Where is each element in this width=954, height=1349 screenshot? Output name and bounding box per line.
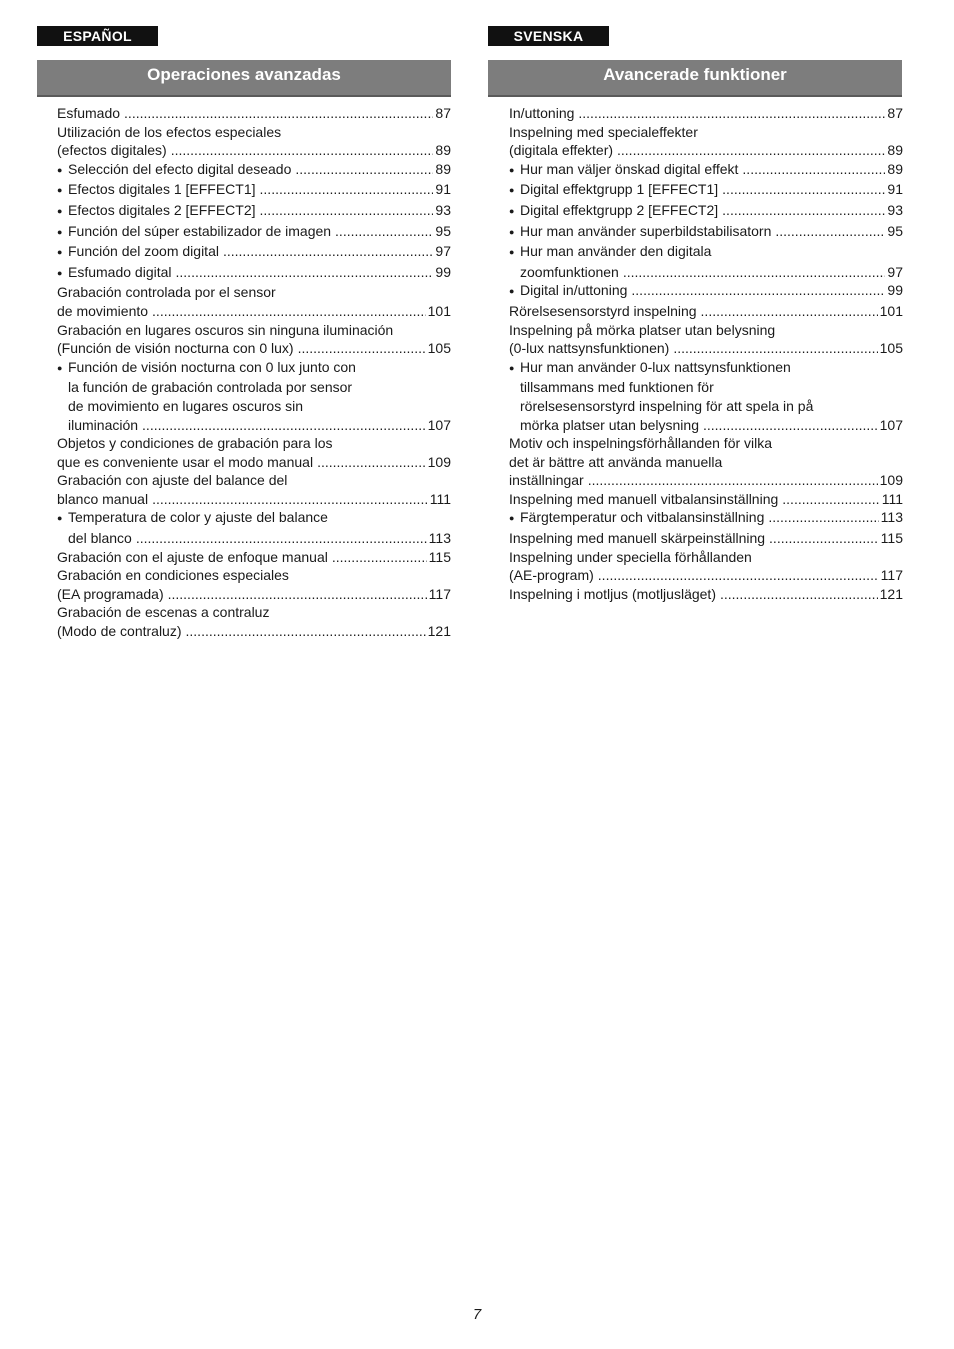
toc-page-number: 121: [427, 623, 451, 640]
toc-entry: [509, 339, 903, 358]
section-title-spanish: Operaciones avanzadas: [37, 60, 451, 97]
toc-entry: [57, 566, 451, 585]
dot-leader: [223, 242, 433, 261]
dot-leader: [260, 180, 434, 199]
toc-entry: [57, 302, 451, 321]
dot-leader: [703, 416, 878, 435]
dot-leader: [142, 416, 426, 435]
toc-entry: [57, 453, 451, 472]
toc-entry: [509, 548, 903, 567]
toc-entry-text: Rörelsesensorstyrd inspelning: [509, 302, 697, 319]
dot-leader: [136, 529, 427, 548]
toc-entry: [509, 180, 903, 201]
language-tag-spanish: ESPAÑOL: [37, 26, 158, 46]
toc-page-number: 113: [428, 530, 451, 547]
dot-leader: [578, 104, 885, 123]
toc-entry: [57, 123, 451, 142]
toc-page-number: 113: [880, 509, 903, 526]
toc-entry-text: ● Digital effektgrupp 1 [EFFECT1]: [520, 181, 719, 198]
toc-entry-text: de movimiento: [57, 302, 149, 319]
toc-entry: [57, 397, 451, 416]
toc-entry-text: (digitala effekter): [509, 142, 614, 159]
toc-entry: [509, 160, 903, 181]
toc-entry-text: ● Hur man använder 0-lux nattsynsfunktionen: [520, 358, 791, 375]
toc-entry: [509, 397, 903, 416]
toc-entry: [509, 242, 903, 263]
toc-page-number: 107: [427, 416, 451, 433]
dot-leader: [168, 585, 427, 604]
toc-entry-text: la función de grabación controlada por sensor: [68, 379, 353, 396]
toc-page-number: 95: [887, 222, 903, 239]
toc-entry: [57, 434, 451, 453]
dot-leader: [124, 104, 433, 123]
dot-leader: [742, 160, 885, 179]
toc-page-number: 105: [879, 340, 903, 357]
toc-page-number: 91: [887, 181, 903, 198]
toc-entry-text: ● Selección del efecto digital deseado: [68, 160, 292, 177]
toc-entry: [57, 508, 451, 529]
toc-entry-text: det är bättre att använda manuella: [509, 453, 723, 470]
toc-entry: [57, 471, 451, 490]
toc-page-number: 117: [880, 567, 903, 584]
dot-leader: [332, 548, 427, 567]
toc-entry: [509, 321, 903, 340]
toc-entry-text: Grabación con ajuste del balance del: [57, 472, 288, 489]
dot-leader: [775, 222, 885, 241]
dot-leader: [623, 263, 886, 282]
dot-leader: [720, 585, 878, 604]
toc-entry-text: ● Efectos digitales 2 [EFFECT2]: [68, 201, 256, 218]
toc-entry: [509, 434, 903, 453]
toc-page-number: 93: [887, 201, 903, 218]
dot-leader: [260, 201, 434, 220]
dot-leader: [317, 453, 426, 472]
toc-entry: [509, 201, 903, 222]
dot-leader: [186, 622, 426, 641]
dot-leader: [617, 141, 885, 160]
toc-entry: [57, 222, 451, 243]
dot-leader: [298, 339, 426, 358]
toc-entry-text: ● Hur man använder den digitala: [520, 243, 712, 260]
toc-entry: [509, 416, 903, 435]
toc-entry-text: (0-lux nattsynsfunktionen): [509, 340, 670, 357]
toc-page-number: 97: [887, 263, 903, 280]
toc-entry-text: ● Función del zoom digital: [68, 243, 219, 260]
page-number: 7: [472, 1306, 482, 1323]
toc-entry-text: (AE-program): [509, 567, 594, 584]
toc-entry-text: rörelsesensorstyrd inspelning för att spela in på: [520, 397, 814, 414]
toc-page-number: 89: [887, 160, 903, 177]
dot-leader: [722, 201, 885, 220]
toc-entry: [509, 358, 903, 379]
toc-entry: [57, 490, 451, 509]
toc-entry-text: Inspelning i motljus (motljusläget): [509, 585, 716, 602]
dot-leader: [768, 508, 878, 527]
toc-entry: [509, 508, 903, 529]
dot-leader: [701, 302, 878, 321]
toc-entry-text: Grabación en lugares oscuros sin ninguna iluminación: [57, 321, 394, 338]
toc-entry: [57, 603, 451, 622]
toc-page-number: 87: [887, 105, 903, 121]
section-title-swedish: Avancerade funktioner: [488, 60, 902, 97]
toc-page-number: 109: [879, 472, 903, 489]
toc-entry-text: de movimiento en lugares oscuros sin: [68, 397, 304, 414]
dot-leader: [722, 180, 885, 199]
toc-page-number: 99: [435, 263, 451, 280]
toc-entry: [57, 358, 451, 379]
dot-leader: [152, 302, 426, 321]
toc-entry: [57, 339, 451, 358]
table-of-contents-swedish: [509, 104, 903, 603]
toc-entry: [57, 585, 451, 604]
toc-entry-text: (Modo de contraluz): [57, 623, 182, 640]
toc-page-number: 111: [881, 490, 903, 507]
toc-entry-text: blanco manual: [57, 490, 149, 507]
toc-page-number: 93: [435, 201, 451, 218]
toc-page-number: 111: [429, 490, 451, 507]
toc-entry-text: Inspelning under speciella förhållanden: [509, 548, 752, 565]
toc-entry: [57, 263, 451, 284]
toc-entry: [57, 321, 451, 340]
toc-entry-text: Motiv och inspelningsförhållanden för vilka: [509, 435, 773, 452]
dot-leader: [673, 339, 877, 358]
toc-entry: [509, 104, 903, 123]
toc-entry: [57, 201, 451, 222]
toc-entry: [509, 585, 903, 604]
toc-entry: [57, 622, 451, 641]
toc-page-number: 101: [879, 302, 903, 319]
toc-entry-text: Utilización de los efectos especiales: [57, 123, 282, 140]
toc-entry-text: (EA programada): [57, 585, 164, 602]
toc-entry: [57, 180, 451, 201]
toc-entry: [57, 378, 451, 397]
toc-entry-text: ● Färgtemperatur och vitbalansinställning: [520, 509, 765, 526]
dot-leader: [769, 529, 879, 548]
toc-entry-text: ● Función de visión nocturna con 0 lux junto con: [68, 358, 356, 375]
toc-page-number: 95: [435, 222, 451, 239]
toc-page-number: 109: [427, 453, 451, 470]
dot-leader: [598, 566, 879, 585]
toc-page-number: 97: [435, 243, 451, 260]
toc-page-number: 99: [887, 282, 903, 299]
toc-entry-text: Grabación en condiciones especiales: [57, 567, 289, 584]
toc-page-number: 91: [435, 181, 451, 198]
toc-entry: [509, 263, 903, 282]
toc-entry: [509, 471, 903, 490]
toc-entry-text: Inspelning på mörka platser utan belysning: [509, 321, 776, 338]
toc-page-number: 115: [428, 548, 451, 565]
toc-entry: [509, 490, 903, 509]
toc-entry-text: Esfumado: [57, 105, 121, 121]
toc-page-number: 117: [428, 585, 451, 602]
toc-entry: [57, 141, 451, 160]
toc-entry-text: del blanco: [68, 530, 132, 547]
toc-page-number: 105: [427, 340, 451, 357]
toc-entry-text: ● Hur man väljer önskad digital effekt: [520, 160, 739, 177]
toc-page-number: 89: [887, 142, 903, 159]
toc-entry-text: Objetos y condiciones de grabación para los: [57, 435, 333, 452]
dot-leader: [335, 222, 433, 241]
toc-entry-text: ● Temperatura de color y ajuste del balance: [68, 509, 328, 526]
toc-entry-text: que es conveniente usar el modo manual: [57, 453, 314, 470]
toc-page-number: 101: [427, 302, 451, 319]
toc-entry-text: Inspelning med specialeffekter: [509, 123, 698, 140]
toc-entry: [57, 548, 451, 567]
toc-entry: [509, 222, 903, 243]
toc-entry-text: ● Efectos digitales 1 [EFFECT1]: [68, 181, 256, 198]
toc-page-number: 115: [880, 530, 903, 547]
toc-page-number: 89: [435, 160, 451, 177]
toc-entry-text: ● Hur man använder superbildstabilisatorn: [520, 222, 772, 239]
toc-entry-text: Grabación de escenas a contraluz: [57, 604, 270, 621]
toc-entry: [57, 160, 451, 181]
toc-entry: [509, 123, 903, 142]
toc-entry: [509, 566, 903, 585]
toc-entry-text: In/uttoning: [509, 105, 575, 121]
toc-entry-text: inställningar: [509, 472, 584, 489]
dot-leader: [631, 281, 885, 300]
toc-page-number: 87: [435, 105, 451, 121]
toc-entry: [509, 378, 903, 397]
dot-leader: [588, 471, 878, 490]
toc-entry: [57, 283, 451, 302]
toc-entry: [509, 302, 903, 321]
toc-entry: [509, 529, 903, 548]
table-of-contents-spanish: [57, 104, 451, 641]
toc-entry-text: (Función de visión nocturna con 0 lux): [57, 340, 294, 357]
toc-entry-text: (efectos digitales): [57, 142, 167, 159]
toc-entry: [57, 529, 451, 548]
dot-leader: [152, 490, 428, 509]
toc-entry-text: Grabación con el ajuste de enfoque manual: [57, 548, 328, 565]
toc-entry-text: ● Digital effektgrupp 2 [EFFECT2]: [520, 201, 719, 218]
toc-entry: [509, 141, 903, 160]
toc-entry-text: Grabación controlada por el sensor: [57, 284, 276, 301]
toc-entry: [57, 104, 451, 123]
toc-page-number: 107: [879, 416, 903, 433]
toc-entry-text: ● Función del súper estabilizador de imagen: [68, 222, 332, 239]
toc-entry-text: Inspelning med manuell skärpeinställning: [509, 530, 766, 547]
toc-entry-text: ● Digital in/uttoning: [520, 282, 628, 299]
toc-entry: [57, 416, 451, 435]
toc-entry-text: iluminación: [68, 416, 139, 433]
toc-entry-text: ● Esfumado digital: [68, 263, 172, 280]
toc-entry: [57, 242, 451, 263]
dot-leader: [176, 263, 434, 282]
toc-entry-text: tillsammans med funktionen för: [520, 379, 714, 396]
language-tag-swedish: SVENSKA: [488, 26, 609, 46]
toc-entry-text: zoomfunktionen: [520, 263, 619, 280]
toc-page-number: 121: [879, 585, 903, 602]
toc-entry: [509, 453, 903, 472]
toc-page-number: 89: [435, 142, 451, 159]
toc-entry-text: mörka platser utan belysning: [520, 416, 699, 433]
dot-leader: [782, 490, 879, 509]
dot-leader: [295, 160, 433, 179]
toc-entry: [509, 281, 903, 302]
dot-leader: [171, 141, 434, 160]
toc-entry-text: Inspelning med manuell vitbalansinställning: [509, 490, 779, 507]
